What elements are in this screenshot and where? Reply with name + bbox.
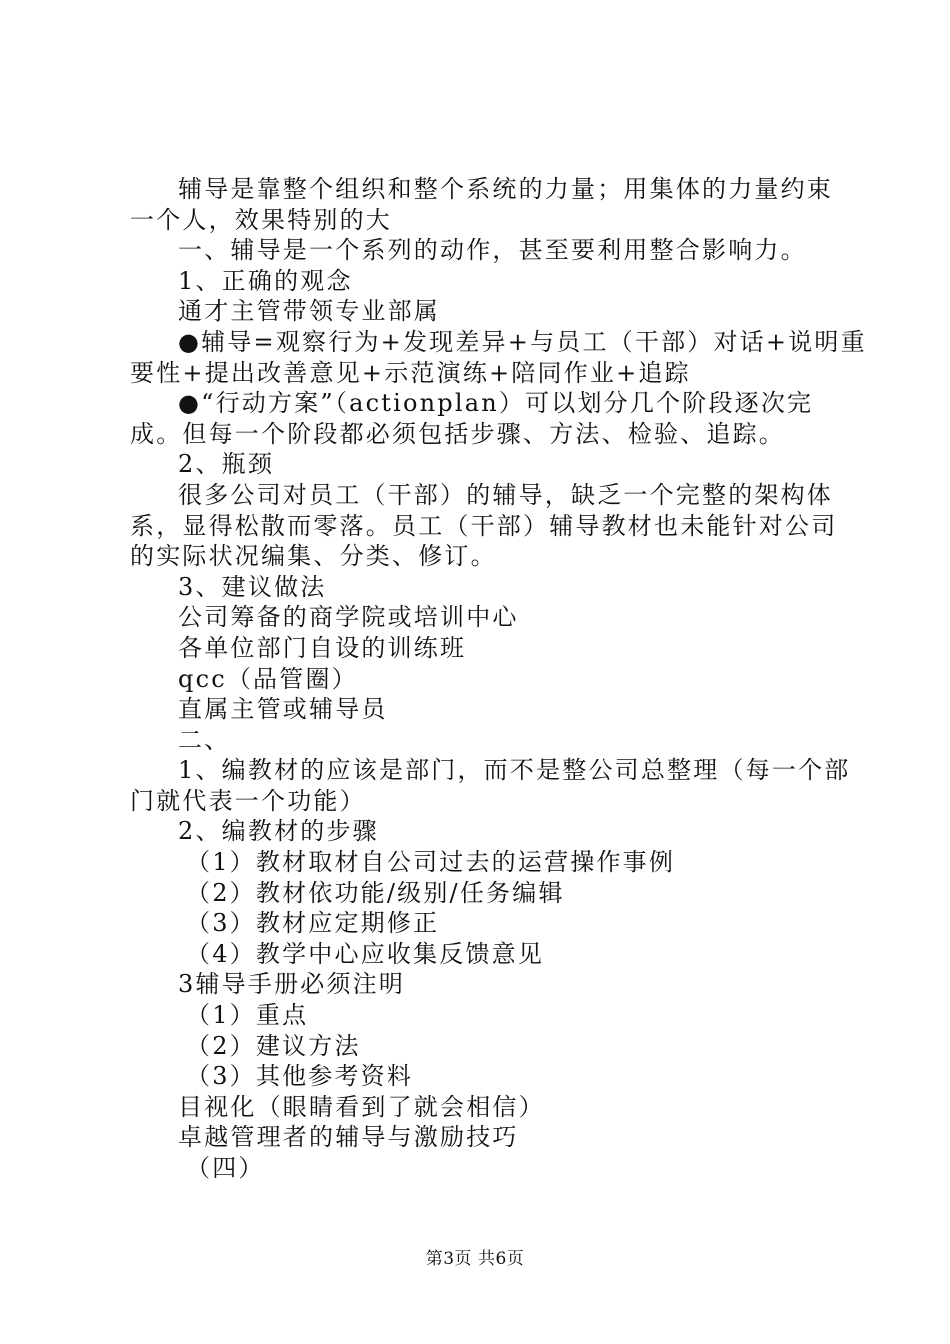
section-heading: 二、 — [178, 725, 231, 754]
list-item: qcc（品管圈） — [178, 664, 358, 693]
list-item: （3）教材应定期修正 — [186, 909, 440, 938]
paragraph-line: 卓越管理者的辅导与激励技巧 — [178, 1123, 519, 1152]
subsection-heading: 3、建议做法 — [178, 572, 327, 601]
paragraph-line: 系，显得松散而零落。员工（干部）辅导教材也未能针对公司 — [130, 511, 838, 540]
paragraph-line: 通才主管带领专业部属 — [178, 297, 440, 326]
list-item: 各单位部门自设的训练班 — [178, 633, 467, 662]
paragraph-line: 成。但每一个阶段都必须包括步骤、方法、检验、追踪。 — [130, 419, 785, 448]
section-heading: 一、辅导是一个系列的动作，甚至要利用整合影响力。 — [178, 236, 807, 265]
list-item: （3）其他参考资料 — [186, 1062, 414, 1091]
page-number-footer: 第3页 共6页 — [425, 1249, 525, 1269]
paragraph-line: 1、编教材的应该是部门，而不是整公司总整理（每一个部 — [178, 756, 851, 785]
list-item: （4）教学中心应收集反馈意见 — [186, 939, 545, 968]
bullet-line: ●“行动方案”（actionplan）可以划分几个阶段逐次完 — [178, 389, 814, 418]
bullet-line: ●辅导=观察行为+发现差异+与员工（干部）对话+说明重 — [178, 327, 867, 356]
paragraph-line: 很多公司对员工（干部）的辅导，缺乏一个完整的架构体 — [178, 480, 833, 509]
paragraph-line: 的实际状况编集、分类、修订。 — [130, 542, 497, 571]
subsection-heading: 1、正确的观念 — [178, 266, 353, 295]
paragraph-line: （四） — [186, 1154, 265, 1182]
list-item: （2）建议方法 — [186, 1031, 361, 1060]
document-body — [130, 174, 867, 1184]
subsection-heading: 2、编教材的步骤 — [178, 817, 379, 846]
paragraph-line: 门就代表一个功能） — [130, 786, 366, 815]
list-item: （1）教材取材自公司过去的运营操作事例 — [186, 848, 676, 877]
list-item: 公司筹备的商学院或培训中心 — [178, 603, 519, 632]
list-item: （1）重点 — [186, 1001, 309, 1030]
paragraph-line: 要性+提出改善意见+示范演练+陪同作业+追踪 — [130, 358, 691, 387]
subsection-heading: 3辅导手册必须注明 — [178, 970, 406, 999]
paragraph-line: 辅导是靠整个组织和整个系统的力量；用集体的力量约束 — [178, 175, 833, 203]
paragraph-line: 一个人，效果特别的大 — [130, 205, 392, 234]
paragraph-line: 目视化（眼睛看到了就会相信） — [178, 1092, 545, 1121]
list-item: 直属主管或辅导员 — [178, 695, 388, 724]
list-item: （2）教材依功能/级别/任务编辑 — [186, 878, 565, 907]
subsection-heading: 2、瓶颈 — [178, 450, 275, 479]
